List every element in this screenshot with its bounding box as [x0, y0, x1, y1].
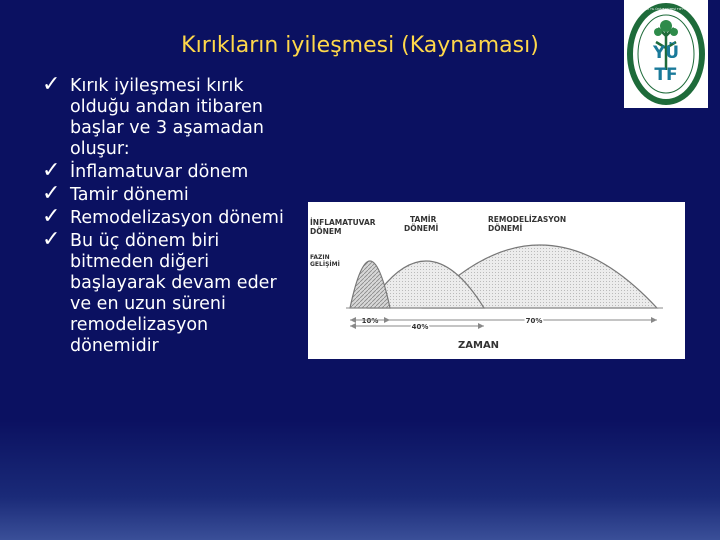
logo-ring-text: YÜZÜNCÜ YIL ÜNİVERSİTESİ TIP FAKÜLTESİ: [634, 7, 698, 11]
checkmark-icon: ✓: [42, 158, 61, 183]
x-axis-label: ZAMAN: [458, 340, 500, 351]
bullet-item: ✓ İnflamatuvar dönem: [42, 158, 249, 183]
inflammatory-curve: [350, 261, 390, 308]
phase-label-remodeling-2: DÖNEMİ: [488, 224, 523, 233]
y-axis-label-2: GELİŞİMİ: [310, 261, 340, 268]
phase-label-inflammatory: İNFLAMATUVAR: [310, 218, 376, 227]
bullet-item: ✓ Bu üç dönem biri bitmeden diğeri başlayarak devam eder ve en uzun süreni remodelizasyon dönemidir: [42, 227, 277, 356]
phase-label-repair-2: DÖNEMİ: [404, 224, 439, 233]
pct-label-3: 70%: [525, 317, 543, 325]
phase-label-remodeling: REMODELİZASYON: [488, 215, 567, 224]
phase-label-repair: TAMİR: [410, 215, 437, 224]
university-logo: [624, 0, 708, 108]
checkmark-icon: ✓: [42, 204, 61, 229]
bullet-item: ✓ Tamir dönemi: [42, 181, 189, 206]
logo-letters-bottom: TF: [654, 65, 678, 85]
y-axis-label: FAZIN: [310, 254, 330, 261]
phase-label-inflammatory-2: DÖNEM: [310, 227, 342, 236]
slide-title: Kırıkların iyileşmesi (Kaynaması): [181, 33, 539, 58]
checkmark-icon: ✓: [42, 181, 61, 206]
pct-label-1: 10%: [361, 317, 379, 325]
bullet-item: ✓ Kırık iyileşmesi kırık olduğu andan itibaren başlar ve 3 aşamadan oluşur:: [42, 72, 264, 159]
bullet-item: ✓ Remodelizasyon dönemi: [42, 204, 284, 229]
pct-label-2: 40%: [411, 323, 429, 331]
checkmark-icon: ✓: [42, 72, 61, 97]
healing-phases-diagram: [308, 202, 685, 359]
bullet-list: [40, 72, 285, 359]
logo-letters-top: YÜ: [652, 43, 680, 63]
checkmark-icon: ✓: [42, 227, 61, 252]
